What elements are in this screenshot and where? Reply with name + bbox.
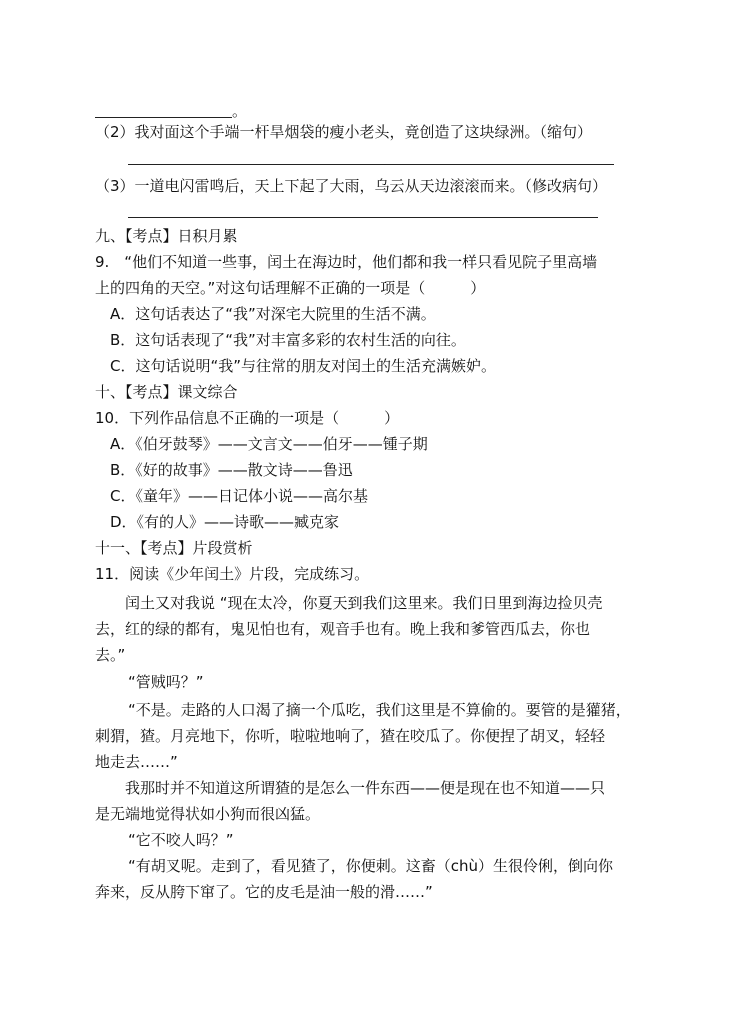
question-10-option-a[interactable]: A．《伯牙鼓琴》——文言文——伯牙——锺子期 — [110, 435, 428, 453]
question-9-option-c[interactable]: C．这句话说明“我”与往常的朋友对闰土的生活充满嫉妒。 — [110, 357, 497, 375]
passage-line: 去。” — [95, 646, 126, 664]
passage-line: 我那时并不知道这所谓猹的是怎么一件东西——便是现在也不知道——只 — [125, 779, 606, 797]
question-10-option-c[interactable]: C．《童年》——日记体小说——高尔基 — [110, 487, 368, 505]
answer-line-2[interactable] — [128, 164, 614, 165]
passage-line: 闰土又对我说 “现在太冷，你夏天到我们这里来。我们日里到海边捡贝壳 — [125, 594, 603, 612]
question-9-line-1: 9. “他们不知道一些事，闰土在海边时，他们都和我一样只看见院子里高墙 — [95, 253, 598, 271]
question-9-line-2: 上的四角的天空。”对这句话理解不正确的一项是（ ） — [95, 279, 486, 297]
passage-line: 是无端地觉得状如小狗而很凶猛。 — [95, 805, 321, 823]
question-10-option-d[interactable]: D．《有的人》——诗歌——臧克家 — [110, 513, 340, 531]
passage-line: “它不咬人吗？” — [128, 831, 234, 849]
question-11: 11．阅读《少年闰土》片段，完成练习。 — [95, 565, 370, 583]
question-10: 10．下列作品信息不正确的一项是（ ） — [95, 409, 400, 427]
answer-line-1[interactable] — [95, 117, 232, 118]
section-11-heading: 十一、【考点】片段赏析 — [95, 539, 253, 557]
question-2-rewrite: （2）我对面这个手端一杆旱烟袋的瘦小老头，竟创造了这块绿洲。（缩句） — [95, 123, 593, 141]
passage-line: “有胡叉呢。走到了，看见猹了，你便刺。这畜（chù）生很伶俐，倒向你 — [128, 857, 614, 875]
question-3-correct: （3）一道电闪雷鸣后，天上下起了大雨，乌云从天边滚滚而来。（修改病句） — [95, 177, 608, 195]
answer-line-tail: 。 — [232, 102, 248, 120]
passage-line: “不是。走路的人口渴了摘一个瓜吃，我们这里是不算偷的。要管的是獾猪， — [128, 701, 631, 719]
passage-line: 地走去……” — [95, 753, 178, 771]
question-9-option-a[interactable]: A．这句话表达了“我”对深宅大院里的生活不满。 — [110, 305, 436, 323]
answer-line-3[interactable] — [128, 217, 598, 218]
passage-line: 奔来，反从胯下窜了。它的皮毛是油一般的滑……” — [95, 883, 433, 901]
section-9-heading: 九、【考点】日积月累 — [95, 227, 238, 245]
passage-line: “管贼吗？” — [128, 673, 204, 691]
section-10-heading: 十、【考点】课文综合 — [95, 383, 238, 401]
passage-line: 去，红的绿的都有，鬼见怕也有，观音手也有。晚上我和爹管西瓜去，你也 — [95, 620, 591, 638]
passage-line: 刺猬，猹。月亮地下，你听，啦啦地响了，猹在咬瓜了。你便捏了胡叉，轻轻 — [95, 727, 606, 745]
question-10-option-b[interactable]: B．《好的故事》——散文诗——鲁迅 — [110, 461, 353, 479]
question-9-option-b[interactable]: B．这句话表现了“我”对丰富多彩的农村生活的向往。 — [110, 331, 466, 349]
